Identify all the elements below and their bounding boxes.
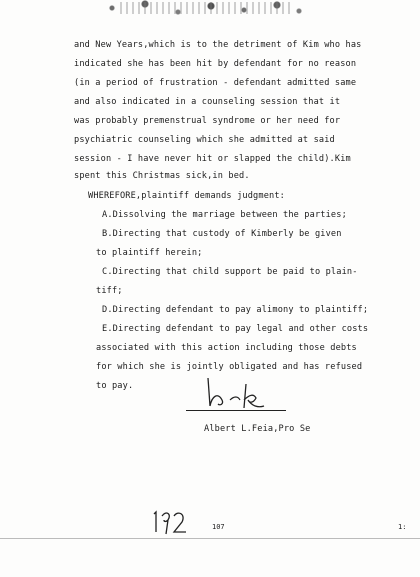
bottom-edge-line [0,538,420,539]
relief-item-e-cont-2: for which she is jointly obligated and has refused [96,362,363,372]
handwritten-page-number [150,508,190,538]
relief-item-e: E.Directing defendant to pay legal and other costs [102,324,369,334]
page-mark-edge: 1: [398,523,407,531]
photocopy-noise-streak [120,2,290,14]
body-line-8: spent this Christmas sick,in bed. [74,171,250,181]
body-line-3: (in a period of frustration - defendant admitted same [74,78,357,88]
signature-line [186,410,286,411]
body-line-7: session - I have never hit or slapped the child).Kim [74,154,351,164]
relief-item-e-cont-3: to pay. [96,381,134,391]
handwritten-signature [200,370,280,420]
relief-item-c-cont: tiff; [96,286,123,296]
body-line-1: and New Years,which is to the detriment of Kim who has [74,40,362,50]
relief-item-c: C.Directing that child support be paid to plain- [102,267,358,277]
signer-name: Albert L.Feia,Pro Se [204,424,311,434]
body-line-4: and also indicated in a counseling session that it [74,97,341,107]
relief-item-a: A.Dissolving the marriage between the parties; [102,210,347,220]
body-line-2: indicated she has been hit by defendant for no reason [74,59,357,69]
body-line-6: psychiatric counseling which she admitted at said [74,135,335,145]
wherefore-heading: WHEREFORE,plaintiff demands judgment: [88,191,285,201]
relief-item-b: B.Directing that custody of Kimberly be given [102,229,342,239]
relief-item-e-cont-1: associated with this action including those debts [96,343,357,353]
page-mark-107: 107 [212,523,225,531]
relief-item-d: D.Directing defendant to pay alimony to plaintiff; [102,305,369,315]
body-line-5: was probably premenstrual syndrome or her need for [74,116,341,126]
relief-item-b-cont: to plaintiff herein; [96,248,203,258]
